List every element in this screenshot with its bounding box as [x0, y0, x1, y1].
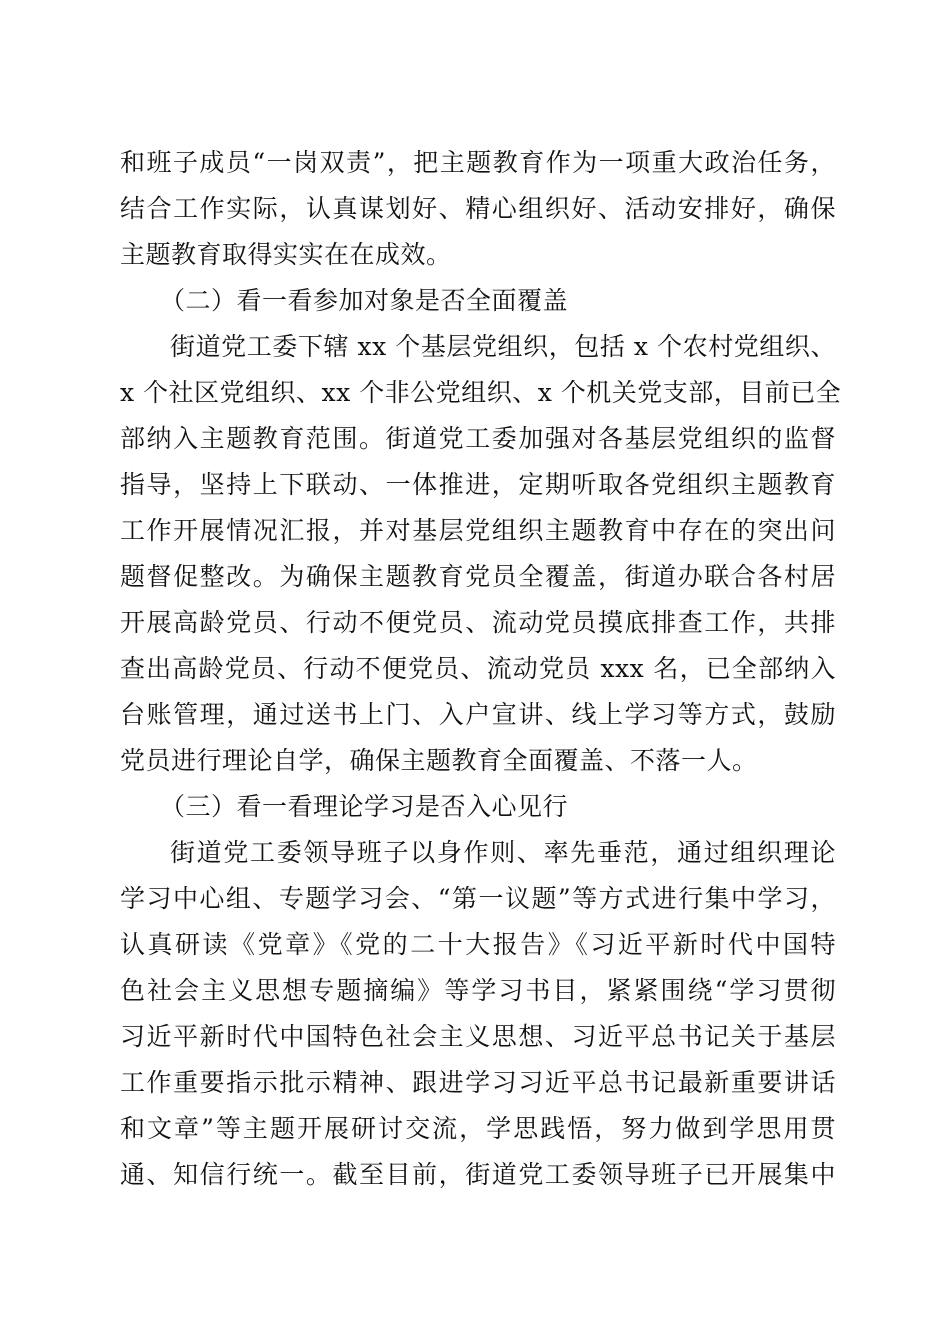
para3-line-8: 通、知信行统一。截至目前，街道党工委领导班子已开展集中	[120, 1160, 836, 1189]
para1-line-2: 结合工作实际，认真谋划好、精心组织好、活动安排好，确保	[120, 194, 836, 223]
para2-line-8: 查出高龄党员、行动不便党员、流动党员 xxx 名，已全部纳入	[120, 654, 836, 683]
para2-line-7: 开展高龄党员、行动不便党员、流动党员摸底排查工作，共排	[120, 608, 836, 637]
para3-line-7: 和文章”等主题开展研讨交流，学思践悟，努力做到学思用贯	[120, 1114, 836, 1143]
para2-line-6: 题督促整改。为确保主题教育党员全覆盖，街道办联合各村居	[120, 562, 836, 591]
para3-line-1: 街道党工委领导班子以身作则、率先垂范，通过组织理论	[170, 838, 836, 867]
para3-line-2: 学习中心组、专题学习会、“第一议题”等方式进行集中学习，	[120, 884, 836, 913]
para2-line-3: 部纳入主题教育范围。街道党工委加强对各基层党组织的监督	[120, 424, 836, 453]
section-heading-2: （二）看一看参加对象是否全面覆盖	[160, 286, 569, 315]
para1-line-3: 主题教育取得实实在在成效。	[120, 240, 452, 269]
para2-line-1: 街道党工委下辖 xx 个基层党组织，包括 x 个农村党组织、	[170, 332, 836, 361]
para2-line-5: 工作开展情况汇报，并对基层党组织主题教育中存在的突出问	[120, 516, 836, 545]
section-heading-3: （三）看一看理论学习是否入心见行	[160, 792, 569, 821]
para3-line-4: 色社会主义思想专题摘编》等学习书目，紧紧围绕“学习贯彻	[120, 976, 836, 1005]
para2-line-9: 台账管理，通过送书上门、入户宣讲、线上学习等方式，鼓励	[120, 700, 836, 729]
para2-line-4: 指导，坚持上下联动、一体推进，定期听取各党组织主题教育	[120, 470, 836, 499]
para1-line-1: 和班子成员“一岗双责”，把主题教育作为一项重大政治任务，	[120, 148, 836, 177]
para2-line-2: x 个社区党组织、xx 个非公党组织、x 个机关党支部，目前已全	[120, 378, 842, 407]
para3-line-6: 工作重要指示批示精神、跟进学习习近平总书记最新重要讲话	[120, 1068, 836, 1097]
para3-line-3: 认真研读《党章》《党的二十大报告》《习近平新时代中国特	[120, 930, 836, 959]
para3-line-5: 习近平新时代中国特色社会主义思想、习近平总书记关于基层	[120, 1022, 836, 1051]
para2-line-10: 党员进行理论自学，确保主题教育全面覆盖、不落一人。	[120, 746, 758, 775]
